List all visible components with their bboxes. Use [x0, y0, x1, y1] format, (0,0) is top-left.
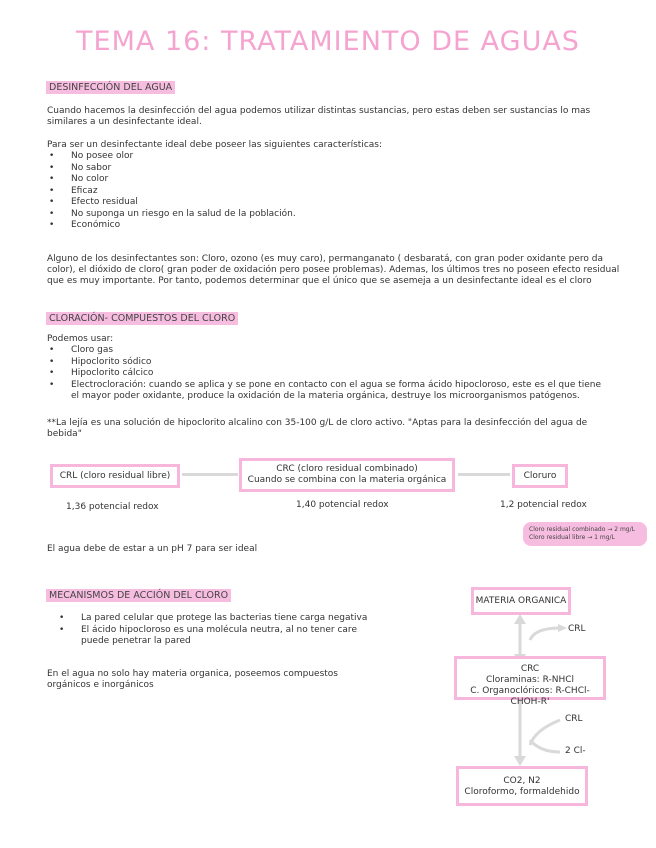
cloruro-box	[512, 464, 568, 488]
cloruro-box-label: Cloruro	[523, 471, 557, 481]
list-item: • Cloro gas	[47, 345, 642, 357]
characteristics-list	[47, 151, 447, 232]
products-line: Cloroformo, formaldehido	[464, 787, 580, 797]
crc-box	[239, 458, 455, 492]
arrow-crl-in	[530, 628, 560, 640]
paragraph-can-use: Podemos usar:	[47, 334, 114, 344]
note-line: bebida"	[47, 429, 82, 439]
paragraph-disinfectants	[47, 254, 642, 287]
list-item	[47, 380, 642, 403]
crc-compounds-line: CRC	[520, 664, 540, 674]
page-title: TEMA 16: TRATAMIENTO DE AGUAS	[76, 26, 580, 57]
list-item	[57, 625, 397, 648]
crl-box	[50, 464, 180, 488]
list-item: • Hipoclorito cálcico	[47, 368, 642, 380]
crl-label-2: CRL	[565, 714, 583, 724]
crl-box-label: CRL (cloro residual libre)	[59, 471, 171, 481]
list-item-line: puede penetrar la pared	[81, 636, 191, 646]
arrowhead-down-2	[514, 756, 526, 766]
crc-box-line: CRC (cloro residual combinado)	[276, 464, 418, 474]
section-heading-cloracion: CLORACIÓN- COMPUESTOS DEL CLORO	[46, 312, 238, 325]
mechanisms-list	[57, 613, 397, 648]
paragraph-line: similares a un desinfectante ideal.	[47, 117, 202, 127]
chlorine-compounds-list	[47, 345, 642, 403]
sticky-note-line: Cloro residual libre → 1 mg/L	[529, 534, 615, 541]
paragraph-line: Cuando hacemos la desinfección del agua podemos utilizar distintas sustancias, pero estas deben ser sustancias lo mas	[47, 106, 591, 116]
paragraph-line: orgánicos e inorgánicos	[47, 680, 154, 690]
section-heading-mecanismos: MECANISMOS DE ACCIÓN DEL CLORO	[46, 589, 231, 602]
redox-crc: 1,40 potencial redox	[296, 500, 389, 510]
materia-organica-box	[471, 587, 571, 615]
paragraph-characteristics: Para ser un desinfectante ideal debe poseer las siguientes características:	[47, 140, 382, 150]
connector-line	[182, 473, 238, 476]
arrow-crl-in-2	[530, 720, 560, 745]
products-box	[456, 766, 588, 806]
crl-label-1: CRL	[568, 624, 586, 634]
redox-cloruro: 1,2 potencial redox	[500, 500, 587, 510]
list-item-line: • Electrocloración: cuando se aplica y se pone en contacto con el agua se forma ácido hipocloroso, este es el que tiene	[71, 379, 602, 390]
redox-crl: 1,36 potencial redox	[66, 502, 159, 512]
arrowhead-up	[514, 614, 526, 624]
list-item-line: • El ácido hipocloroso es una molécula neutra, al no tener care	[81, 624, 357, 635]
arrow-cl-out	[530, 740, 560, 752]
paragraph-line: color), el dióxido de cloro( gran poder de oxidación pero posee problemas). Ademas, los últimos tres no poseen efecto residual	[47, 265, 620, 275]
list-item: • Económico	[47, 220, 447, 232]
paragraph-line: En el agua no solo hay materia organica, poseemos compuestos	[47, 669, 338, 679]
ph-statement: El agua debe de estar a un pH 7 para ser ideal	[47, 544, 258, 554]
crc-compounds-line: Cloraminas: R-NHCl	[486, 675, 574, 685]
note-line: **La lejía es una solución de hipoclorito alcalino con 35-100 g/L de cloro activo. "Aptas para la desinfección del agua de	[47, 418, 588, 428]
chloride-label: 2 Cl-	[565, 746, 586, 756]
list-item: • Eficaz	[47, 186, 447, 198]
paragraph-line: Alguno de los desinfectantes son: Cloro, ozono (es muy caro), permanganato ( desbaratá, con gran poder oxidante pero da	[47, 254, 604, 264]
sticky-note-residual	[523, 522, 647, 546]
list-item: • No suponga un riesgo en la salud de la población.	[47, 209, 447, 221]
crc-compounds-box	[454, 656, 606, 707]
list-item: • La pared celular que protege las bacterias tiene carga negativa	[57, 613, 397, 625]
products-line: CO2, N2	[503, 776, 541, 786]
list-item: • Hipoclorito sódico	[47, 357, 642, 369]
lejia-note	[47, 418, 642, 440]
list-item: • No color	[47, 174, 447, 186]
list-item: • No posee olor	[47, 151, 447, 163]
crc-box-line: Cuando se combina con la materia orgánica	[247, 475, 447, 485]
connector-line	[458, 473, 510, 476]
list-item: • No sabor	[47, 163, 447, 175]
list-item-line: el mayor poder oxidante, produce la oxidación de la materia orgánica, destruye los microorganismos patógenos.	[71, 391, 580, 401]
paragraph-line: que es muy importante. Por tanto, podemos determinar que el único que se asemeja a un desinfectante ideal es el cloro	[47, 276, 592, 286]
crc-compounds-line: C. Organoclóricos: R-CHCl-CHOH-R'	[470, 686, 590, 707]
arrowhead-right	[558, 624, 567, 632]
list-item: • Efecto residual	[47, 197, 447, 209]
sticky-note-line: Cloro residual combinado → 2 mg/L	[529, 526, 635, 533]
section-heading-desinfeccion: DESINFECCIÓN DEL AGUA	[46, 81, 175, 94]
paragraph-intro	[47, 106, 637, 128]
paragraph-organic	[47, 669, 367, 691]
materia-organica-label: MATERIA ORGANICA	[475, 596, 567, 606]
